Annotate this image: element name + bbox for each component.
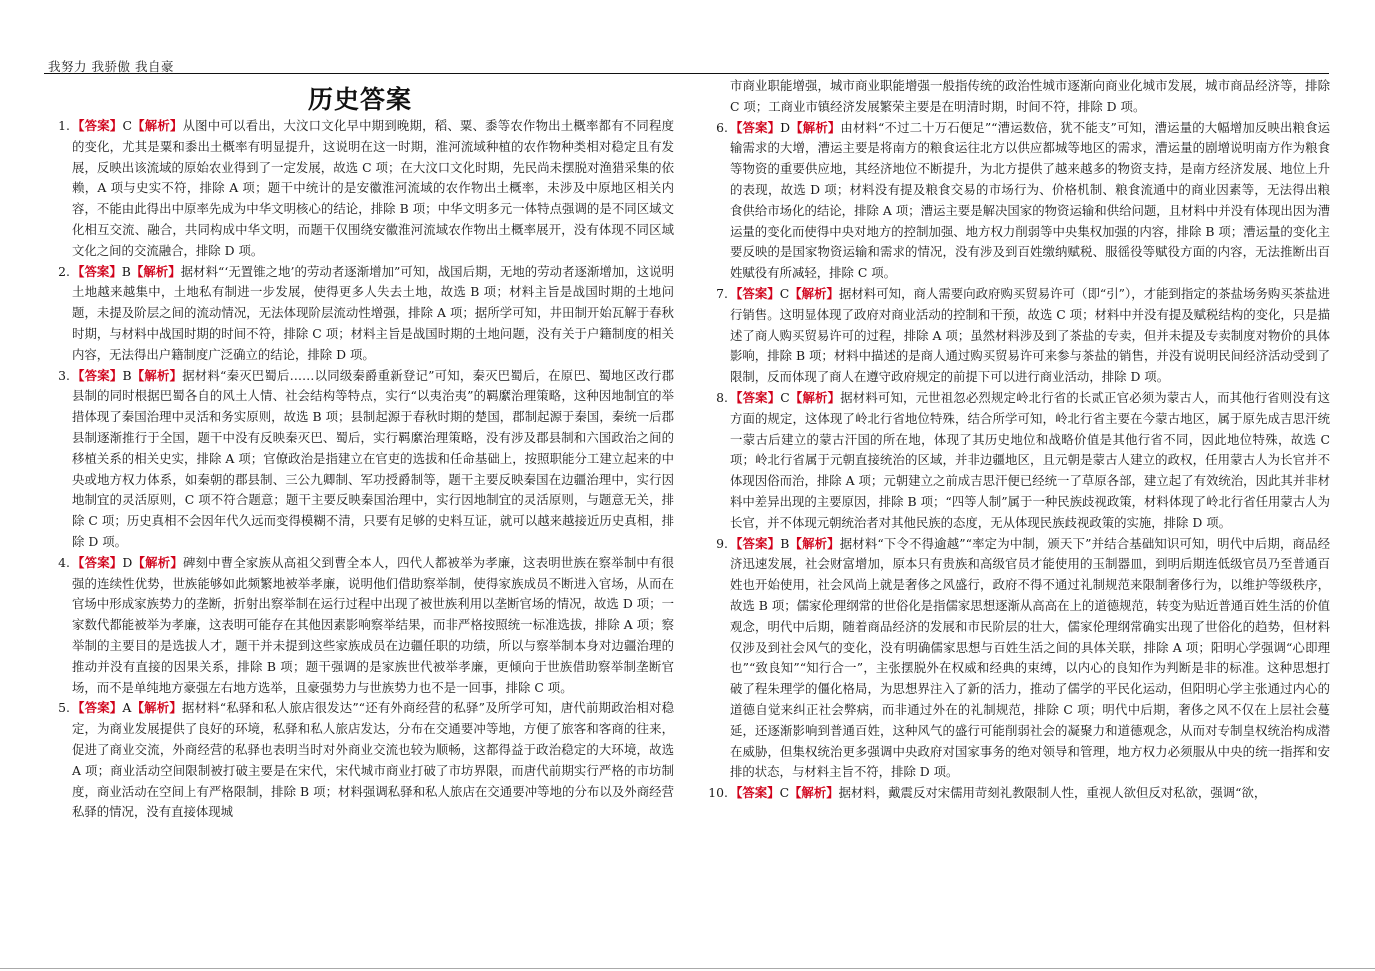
answer-item — [706, 534, 1330, 784]
analysis-text: 据材料可知，商人需要向政府购买贸易许可（即“引”），才能到指定的茶盐场务购买茶盐进行销售。这明显体现了政府对商业活动的控制和干预，故选 C 项；材料中并没有提及赋税结构的变化，只是描述了商人购买贸易许可的过程，排除 A 项；虽然材料涉及到了茶盐的专卖，但并未提及专卖制度对物价的具体影响，排除 B 项；材料中描述的是商人通过购买贸易许可来参与茶盐的销售，并没有说明民间经济活动受到了限制，反而体现了商人在遵守政府规定的前提下可以进行商业活动，排除 D 项。 — [730, 285, 1331, 385]
analysis-tag: 【解析】 — [131, 700, 182, 716]
answer-letter: A — [122, 700, 132, 716]
answer-tag: 【答案】 — [72, 554, 123, 570]
answer-letter: C — [779, 785, 790, 801]
analysis-tag: 【解析】 — [789, 389, 841, 405]
question-number: 5. — [58, 700, 70, 716]
answer-item — [706, 118, 1330, 284]
analysis-text: 据材料可知，元世祖忽必烈规定岭北行省的长贰正官必须为蒙古人，而其他行省则没有这方面的规定，这体现了岭北行省地位特殊，结合所学可知，岭北行省主要在今蒙古地区，属于原先成吉思汗统一蒙古后建立的蒙古汗国的所在地，体现了其历史地位和战略价值是其他行省不同，因此地位特殊，故选 C 项；岭北行省属于元朝直接统治的区域，并非边疆地区，且元朝是蒙古人建立的政权，任用蒙古人为长官并不体现因俗而治，排除 A 项；元朝建立之前成吉思汗便已经统一了草原各部，建立起了有效统治，因此其并非材料中差异出现的主要原因，排除 B 项；“四等人制”属于一种民族歧视政策，材料体现了岭北行省任用蒙古人为长官，并不体现元朝统治者对其他民族的态度，无从体现民族歧视政策的实施，排除 D 项。 — [730, 389, 1331, 530]
analysis-tag: 【解析】 — [131, 118, 183, 133]
question-number: 7. — [716, 285, 728, 301]
answer-body — [72, 555, 674, 695]
header-divider — [44, 73, 1329, 74]
answer-tag: 【答案】 — [72, 367, 123, 383]
question-number: 8. — [716, 389, 728, 405]
answer-tag: 【答案】 — [730, 785, 780, 801]
analysis-text: 据材料“‘无置锥之地’的劳动者逐渐增加”可知，战国后期，无地的劳动者逐渐增加，这说明土地越来越集中，土地私有制进一步发展，使得更多人失去土地，故选 B 项；材料主旨是战国时期的土地问题，未提及阶层之间的流动情况，无法体现阶层流动性增强，排除 A 项；据所学可知，井田制开始瓦解于春秋时期，与材料中战国时期的时间不符，排除 C 项；材料主旨是战国时期的土地问题，没有关于户籍制度的相关内容，无法得出户籍制度广泛确立的结论，排除 D 项。 — [72, 263, 675, 362]
question-number: 4. — [58, 554, 70, 570]
answer-item — [706, 783, 1330, 804]
answer-item — [48, 553, 674, 699]
right-items — [706, 118, 1330, 804]
answer-item — [48, 116, 674, 262]
page-title: 历史答案 — [307, 85, 412, 114]
answer-body — [730, 785, 1266, 800]
analysis-tag: 【解析】 — [132, 554, 183, 570]
analysis-text: 据材料“下令不得逾越”“率定为中制，颁天下”并结合基础知识可知，明代中后期，商品经济迅速发展，社会财富增加，原本只有贵族和高级官员才能使用的玉制器皿，到明后期连低级官员乃至普通百姓也开始使用，社会风尚上就是奢侈之风盛行，政府不得不通过礼制规范来限制奢侈行为，以维护等级秩序，故选 B 项；儒家伦理纲常的世俗化是指儒家思想逐渐从高高在上的道德规范，转变为贴近普通百姓生活的价值观念，明代中后期，随着商品经济的发展和市民阶层的壮大，儒家伦理纲常确实出现了世俗化的趋势，但材料仅涉及到社会风气的变化，没有明确儒家思想与百姓生活之间的具体关联，排除 A 项；阳明心学强调“心即理也”“致良知”“知行合一”，主张摆脱外在权威和经典的束缚，以内心的良知作为判断是非的标准。这种思想打破了程朱理学的僵化格局，为思想界注入了新的活力，推动了儒学的平民化运动，但阳明心学主张通过内心的道德自觉来纠正社会弊病，而非通过外在的礼制规范，排除 C 项；明代中后期，奢侈之风不仅在上层社会蔓延，还逐渐影响到普通百姓，这种风气的盛行可能削弱社会的凝聚力和道德观念，从而对专制皇权统治构成潜在威胁，但集权统治更多强调中央政府对国家事务的绝对领导和管理，地方权力必须服从中央的统一指挥和安排的状态，与材料主旨不符，排除 D 项。 — [730, 535, 1331, 780]
question-number: 6. — [716, 119, 728, 135]
answer-body — [72, 700, 674, 819]
answer-body — [72, 368, 674, 549]
analysis-text: 从图中可以看出，大汶口文化早中期到晚期，稻、粟、黍等农作物出土概率都有不同程度的变化，尤其是粟和黍出土概率有明显提升，这说明在这一时期，淮河流域种植的农作物种类相对稳定且有发展，反映出该流域的原始农业得到了一定发展，故选 C 项；在大汶口文化时期，先民尚未摆脱对渔猎采集的依赖，A 项与史实不符，排除 A 项；题干中统计的是安徽淮河流域的农作物出土概率，未涉及中原地区相关内容，不能由此得出中原率先成为中华文明核心的结论，排除 B 项；中华文明多元一体特点强调的是不同区域文化相互交流、融合，共同构成中华文明，而题干仅围绕安徽淮河流域农作物出土概率展开，没有体现不同区域文化之间的交流融合，排除 D 项。 — [72, 118, 675, 258]
analysis-tag: 【解析】 — [789, 785, 839, 801]
answer-body — [730, 120, 1330, 281]
answer-letter: D — [780, 119, 791, 135]
answer-letter: B — [121, 263, 131, 279]
analysis-tag: 【解析】 — [789, 535, 840, 551]
answer-tag: 【答案】 — [730, 119, 781, 135]
answer-tag: 【答案】 — [72, 700, 123, 716]
answer-body — [730, 390, 1330, 530]
answer-body — [730, 286, 1330, 384]
analysis-tag: 【解析】 — [790, 119, 841, 135]
analysis-tag: 【解析】 — [789, 285, 839, 301]
analysis-text: 由材料“不过二十万石便足”“漕运数倍，犹不能支”可知，漕运量的大幅增加反映出粮食运输需求的大增，漕运主要是将南方的粮食运往北方以供应都城等地区的需求，漕运量的剧增说明南方作为粮食等物资的重要供应地，其经济地位不断提升，为北方提供了越来越多的物资支持，是南方经济发展、地位上升的表现，故选 D 项；材料没有提及粮食交易的市场行为、价格机制、粮食流通中的商业因素等，无法得出粮食供给市场化的结论，排除 A 项；漕运主要是解决国家的物资运输和供给问题，且材料中并没有体现出因为漕运量的变化而使得中央对地方的控制加强、地方权力削弱等中央集权加强的内容，排除 B 项；漕运量的变化主要反映的是国家物资运输和需求的情况，没有涉及到百姓缴纳赋税、服徭役等赋役方面的内容，无法推断出百姓赋役有所减轻，排除 C 项。 — [730, 119, 1331, 281]
answer-body — [72, 264, 674, 362]
analysis-text: 碑刻中曹全家族从高祖父到曹全本人，四代人都被举为孝廉，这表明世族在察举制中有很强的连续性优势，世族能够如此频繁地被举孝廉，说明他们借助察举制，使得家族成员不断进入官场，从而在官场中形成家族势力的垄断，折射出察举制在运行过程中出现了被世族利用以垄断官场的情况，故选 D 项；一家数代都能被举为孝廉，这表明可能存在其他因素影响察举结果，而非严格按照统一标准选拔，排除 A 项；察举制的主要目的是选拔人才，题干并未提到这些家族成员在边疆任职的功绩，所以与察举制本身对边疆治理的推动并没有直接的因果关系，排除 B 项；题干强调的是家族世代被举孝廉，更倾向于世族借助察举制垄断官场，而不是单纯地方豪强左右地方选举，且豪强势力与世族势力也不是一回事，排除 C 项。 — [72, 554, 675, 695]
answer-tag: 【答案】 — [72, 118, 123, 133]
answer-letter: C — [779, 285, 790, 301]
question-number: 2. — [58, 263, 70, 279]
analysis-text: 据材料“秦灭巴蜀后……以同级秦爵重新登记”可知，秦灭巴蜀后，在原巴、蜀地区改行郡县制的同时根据巴蜀各自的风土人情、社会结构等特点，实行“以夷治夷”的羁縻治理策略，这种因地制宜的举措体现了秦国治理中灵活和务实原则，故选 B 项；县制起源于春秋时期的楚国，郡制起源于秦国，秦统一后郡县制逐渐推行于全国，题干中没有反映秦灭巴、蜀后，实行羁縻治理策略，没有涉及郡县制和六国政治之间的移植关系的相关史实，排除 A 项；官僚政治是指建立在官吏的选拔和任命基础上，按照职能分工建立起来的中央或地方权力体系，如秦朝的郡县制、三公九卿制、军功授爵制等，题干主要反映秦国在边疆治理中，实行因地制宜的灵活原则，C 项不符合题意；题干主要反映秦国治理中，实行因地制宜的灵活原则，与题意无关，排除 C 项；历史真相不会因年代久远而变得模糊不清，只要有足够的史料互证，就可以越来越接近历史真相，排除 D 项。 — [72, 367, 675, 549]
page-header: 我努力 我骄傲 我自豪 — [48, 59, 174, 74]
answer-tag: 【答案】 — [730, 285, 780, 301]
question-number: 1. — [58, 118, 70, 133]
answer-tag: 【答案】 — [72, 263, 122, 279]
analysis-tag: 【解析】 — [131, 367, 183, 383]
answer-body — [72, 118, 674, 258]
right-column — [706, 76, 1330, 804]
page-bottom-edge — [0, 968, 1375, 969]
continued-paragraph: 市商业职能增强，城市商业职能增强一般指传统的政治性城市逐渐向商业化城市发展，城市商品经济等，排除 C 项；工商业市镇经济发展繁荣主要是在明清时期，时间不符，排除 D 项。 — [730, 78, 1330, 114]
question-number: 9. — [716, 535, 728, 551]
answer-body — [730, 536, 1330, 780]
answer-item — [48, 262, 674, 366]
left-column — [48, 116, 674, 823]
answer-item — [706, 388, 1330, 534]
answer-letter: C — [122, 118, 132, 133]
answer-item — [706, 284, 1330, 388]
answer-tag: 【答案】 — [730, 535, 781, 551]
answer-item — [48, 366, 674, 553]
answer-item — [48, 698, 674, 823]
answer-letter: C — [780, 389, 790, 405]
analysis-tag: 【解析】 — [130, 263, 181, 279]
answer-letter: D — [122, 554, 133, 570]
answer-tag: 【答案】 — [730, 389, 781, 405]
question-number: 10. — [708, 785, 728, 801]
analysis-text: 据材料，戴震反对宋儒用苛刻礼教限制人性，重视人欲但反对私欲，强调“欲， — [838, 785, 1267, 801]
answer-letter: B — [780, 535, 790, 551]
question-number: 3. — [58, 367, 70, 383]
analysis-text: 据材料“私驿和私人旅店很发达”“还有外商经营的私驿”及所学可知，唐代前期政治相对稳定，为商业发展提供了良好的环境，私驿和私人旅店发达，分布在交通要冲等地，方便了旅客和客商的往来，促进了商业交流，外商经营的私驿也表明当时对外商业交流也较为顺畅，这都得益于政治稳定的大环境，故选 A 项；商业活动空间限制被打破主要是在宋代，宋代城市商业打破了市坊界限，而唐代前期实行严格的市坊制度，商业活动在空间上有严格限制，排除 B 项；材料强调私驿和私人旅店在交通要冲等地的分布以及外商经营私驿的情况，没有直接体现城 — [72, 700, 675, 820]
answer-letter: B — [122, 367, 132, 383]
